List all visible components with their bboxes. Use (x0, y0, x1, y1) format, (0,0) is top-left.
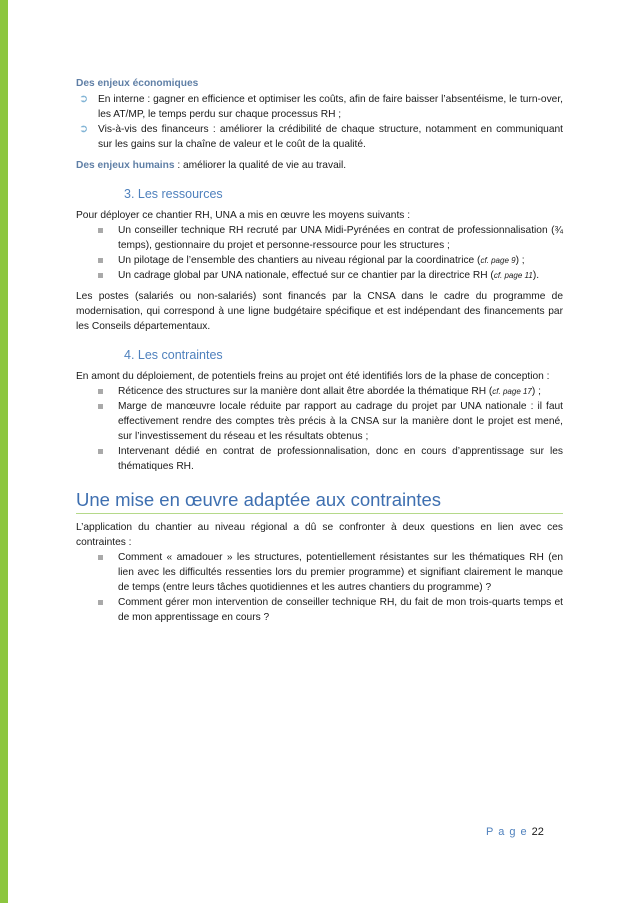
mise-en-oeuvre-intro: L’application du chantier au niveau régional a dû se confronter à deux questions en lien avec ces contraintes : (76, 522, 563, 548)
list-item: Un cadrage global par UNA nationale, effectué sur ce chantier par la directrice RH (cf. page 11). (76, 268, 563, 283)
square-bullet-icon (98, 258, 103, 263)
list-item: Comment « amadouer » les structures, potentiellement résistantes sur les thématiques RH (en lien avec les difficultés ressenties lors du premier programme) et signifiant clairement le manque de temps (entre leurs tâches quotidiennes et les autres chantiers du programme) ? (76, 550, 563, 595)
arrow-right-icon: ➲ (79, 93, 89, 105)
contraintes-intro: En amont du déploiement, de potentiels freins au projet ont été identifiés lors de la phase de conception : (76, 371, 550, 382)
ressources-list (76, 223, 563, 283)
square-bullet-icon (98, 600, 103, 605)
list-item: Comment gérer mon intervention de conseiller technique RH, du fait de mon trois-quarts temps et de mon apprentissage en cours ? (76, 595, 563, 625)
enjeux-humains-label: Des enjeux humains (76, 160, 175, 171)
square-bullet-icon (98, 555, 103, 560)
contraintes-list (76, 384, 563, 474)
list-item: Un pilotage de l’ensemble des chantiers au niveau régional par la coordinatrice (cf. page 9) ; (76, 253, 563, 268)
square-bullet-icon (98, 389, 103, 394)
document-body (76, 76, 563, 631)
square-bullet-icon (98, 273, 103, 278)
heading-contraintes: 4. Les contraintes (124, 348, 223, 362)
mise-en-oeuvre-list (76, 550, 563, 625)
page-reference: cf. page 11 (493, 271, 533, 280)
enjeux-humains-paragraph: Des enjeux humains : améliorer la qualité de vie au travail. (76, 160, 347, 171)
page-footer (486, 826, 544, 838)
page-reference: cf. page 17 (492, 387, 532, 396)
square-bullet-icon (98, 404, 103, 409)
page-reference: cf. page 9 (480, 256, 516, 265)
page-label: P a g e (486, 826, 528, 838)
list-item: ➲ Vis-à-vis des financeurs : améliorer la crédibilité de chaque structure, notamment en communiquant sur les gains sur la chaîne de valeur et le coût de la qualité. (79, 123, 563, 150)
ressources-paragraph: Les postes (salariés ou non-salariés) sont financés par la CNSA dans le cadre du programme de modernisation, qui correspond à une ligne budgétaire spécifique et est indépendant des financements par les Conseils départementaux. (76, 291, 563, 332)
square-bullet-icon (98, 228, 103, 233)
page-accent-bar (0, 0, 8, 903)
list-item: ➲ En interne : gagner en efficience et optimiser les coûts, afin de faire baisser l’absentéisme, le turn-over, les AT/MP, le temps perdu sur chaque processus RH ; (79, 93, 563, 120)
square-bullet-icon (98, 449, 103, 454)
enjeux-economiques-list (76, 92, 563, 152)
list-item: Marge de manœuvre locale réduite par rapport au cadrage du projet par UNA nationale : il faut effectivement rendre des comptes très précis à la CNSA sur la manière dont le projet est mené, sur l’investissement du réseau et les résultats obtenus ; (76, 399, 563, 444)
arrow-right-icon: ➲ (79, 123, 89, 135)
section-enjeux-economiques (76, 76, 563, 152)
list-item: Réticence des structures sur la manière dont allait être abordée la thématique RH (cf. page 17) ; (76, 384, 563, 399)
ressources-intro: Pour déployer ce chantier RH, UNA a mis en œuvre les moyens suivants : (76, 210, 411, 221)
heading-mise-en-oeuvre: Une mise en œuvre adaptée aux contraintes (76, 492, 563, 514)
heading-ressources: 3. Les ressources (124, 187, 223, 201)
list-item: Intervenant dédié en contrat de professionnalisation, donc en cours d’apprentissage sur les thématiques RH. (76, 444, 563, 474)
page-number: 22 (531, 826, 544, 838)
enjeux-economiques-label: Des enjeux économiques (76, 78, 199, 89)
list-item: Un conseiller technique RH recruté par UNA Midi-Pyrénées en contrat de professionnalisation (¾ temps), gestionnaire du projet et personne-ressource pour les structures ; (76, 223, 563, 253)
